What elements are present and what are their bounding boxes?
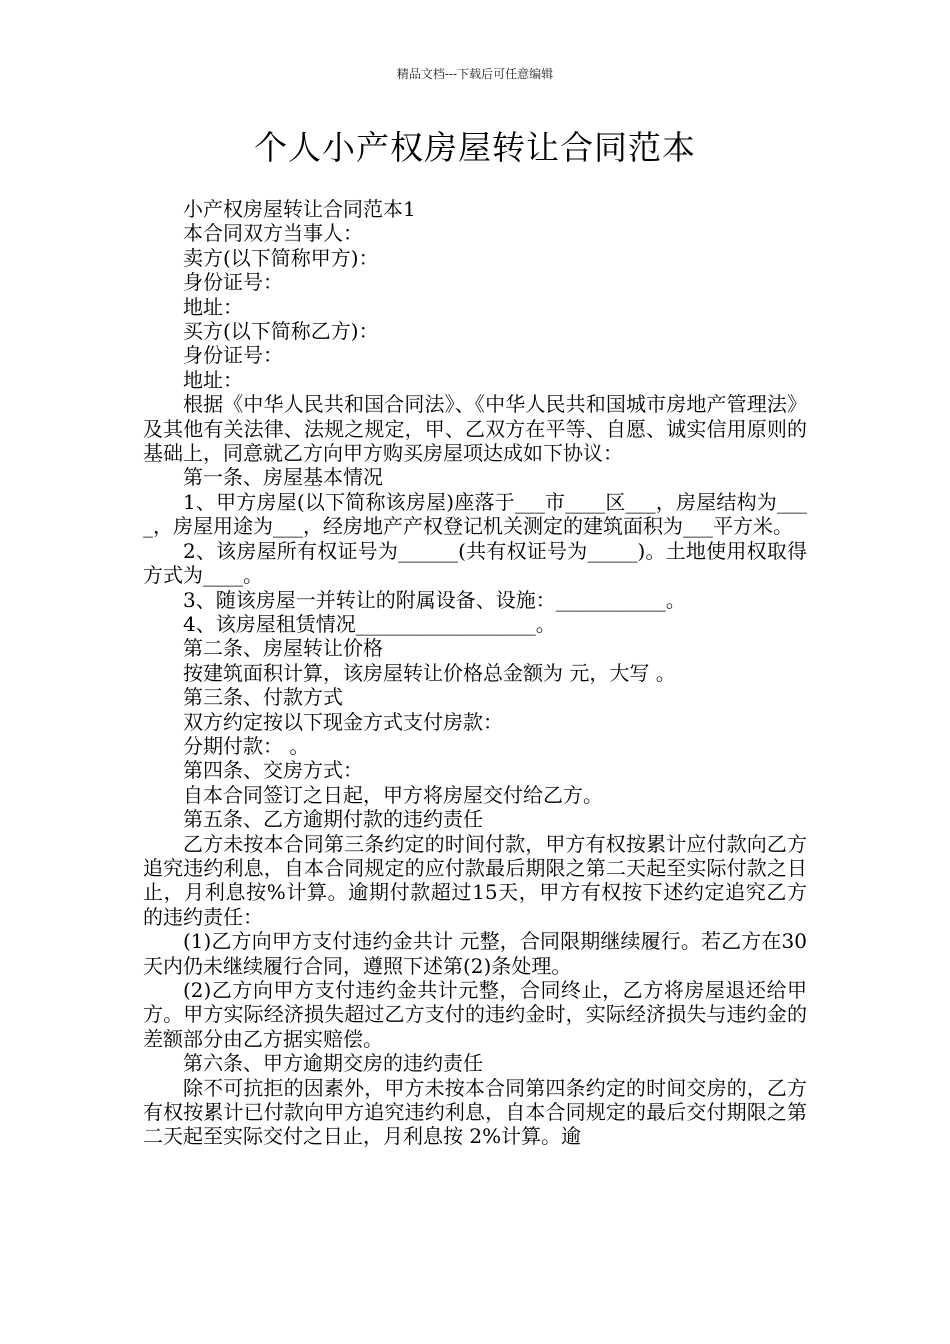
- paragraph: 2、该房屋所有权证号为______(共有权证号为_____)。土地使用权取得方式为____。: [143, 538, 807, 588]
- paragraph: 第六条、甲方逾期交房的违约责任: [183, 1051, 483, 1076]
- paragraph: 4、该房屋租赁情况__________________。: [183, 611, 556, 636]
- paragraph: 卖方(以下简称甲方)：: [183, 245, 379, 270]
- paragraph: 身份证号：: [183, 343, 283, 368]
- paragraph: 第一条、房屋基本情况: [183, 465, 383, 490]
- paragraph: 除不可抗拒的因素外，甲方未按本合同第四条约定的时间交房的，乙方有权按累计已付款向甲方追究违约利息，自本合同规定的最后交付期限之第二天起至实际交付之日止，月利息按 2%计算。逾: [143, 1075, 807, 1149]
- paragraph: 双方约定按以下现金方式支付房款：: [183, 709, 503, 734]
- paragraph: (1)乙方向甲方支付违约金共计 元整，合同限期继续履行。若乙方在30天内仍未继续履行合同，遵照下述第(2)条处理。: [143, 929, 807, 978]
- paragraph: 分期付款： 。: [183, 733, 310, 758]
- paragraph: (2)乙方向甲方支付违约金共计元整，合同终止，乙方将房屋退还给甲方。甲方实际经济损失超过乙方支付的违约金时，实际经济损失与违约金的差额部分由乙方据实赔偿。: [143, 978, 807, 1051]
- document-title: 个人小产权房屋转让合同范本: [254, 128, 696, 167]
- paragraph: 身份证号：: [183, 270, 283, 295]
- paragraph: 第三条、付款方式: [183, 685, 343, 710]
- document-body: [143, 197, 807, 1149]
- paragraph: 小产权房屋转让合同范本1: [183, 197, 416, 221]
- paragraph: 地址：: [183, 294, 243, 319]
- paragraph: 第二条、房屋转让价格: [183, 636, 383, 661]
- paragraph: 按建筑面积计算，该房屋转让价格总金额为 元，大写 。: [183, 660, 676, 685]
- paragraph: 1、甲方房屋(以下简称该房屋)座落于___市____区___，房屋结构为____，房屋用途为___，经房地产产权登记机关测定的建筑面积为___平方米。: [143, 489, 807, 539]
- paragraph: 自本合同签订之日起，甲方将房屋交付给乙方。: [183, 782, 603, 807]
- paragraph: 第四条、交房方式：: [183, 758, 363, 783]
- paragraph: 买方(以下简称乙方)：: [183, 319, 379, 344]
- paragraph: 本合同双方当事人：: [183, 221, 363, 246]
- paragraph: 根据《中华人民共和国合同法》、《中华人民共和国城市房地产管理法》及其他有关法律、法规之规定，甲、乙双方在平等、自愿、诚实信用原则的基础上，同意就乙方向甲方购买房屋项达成如下协议：: [143, 392, 807, 466]
- paragraph: 地址：: [183, 367, 243, 392]
- header-note: 精品文档---下载后可任意编辑: [396, 67, 554, 81]
- paragraph: 3、随该房屋一并转让的附属设备、设施：___________。: [183, 587, 686, 612]
- paragraph: 乙方未按本合同第三条约定的时间付款，甲方有权按累计应付款向乙方追究违约利息，自本合同规定的应付款最后期限之第二天起至实际付款之日止，月利息按%计算。逾期付款超过15天，甲方有权按下述约定追究乙方的违约责任：: [143, 831, 807, 929]
- paragraph: 第五条、乙方逾期付款的违约责任: [183, 807, 483, 832]
